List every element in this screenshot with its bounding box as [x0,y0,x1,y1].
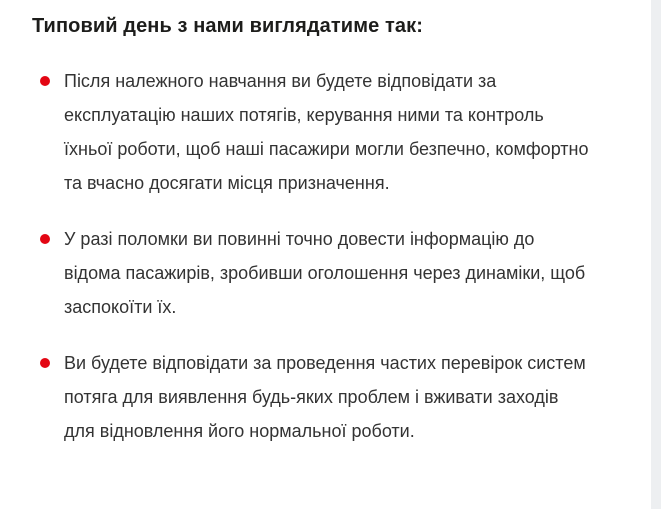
bullet-dot-icon [40,76,50,86]
list-item-text: У разі поломки ви повинні точно довести інформацію до відома пасажирів, зробивши оголошення через динаміки, щоб заспокоїти їх. [64,229,586,317]
list-item-text: Ви будете відповідати за проведення частих перевірок систем потяга для виявлення будь-яких проблем і вживати заходів для відновлення його нормальної роботи. [64,353,586,441]
bullet-list [32,64,621,448]
scrollbar-track[interactable] [651,0,661,509]
list-item [32,346,594,448]
bullet-dot-icon [40,358,50,368]
list-item [32,64,594,200]
section-heading: Типовий день з нами виглядатиме так: [32,15,423,37]
bullet-dot-icon [40,234,50,244]
list-item-text: Після належного навчання ви будете відповідати за експлуатацію наших потягів, керування ними та контроль їхньої роботи, щоб наші пасажири могли безпечно, комфортно та вчасно досягати місця призначення. [64,71,589,193]
list-item [32,222,594,324]
